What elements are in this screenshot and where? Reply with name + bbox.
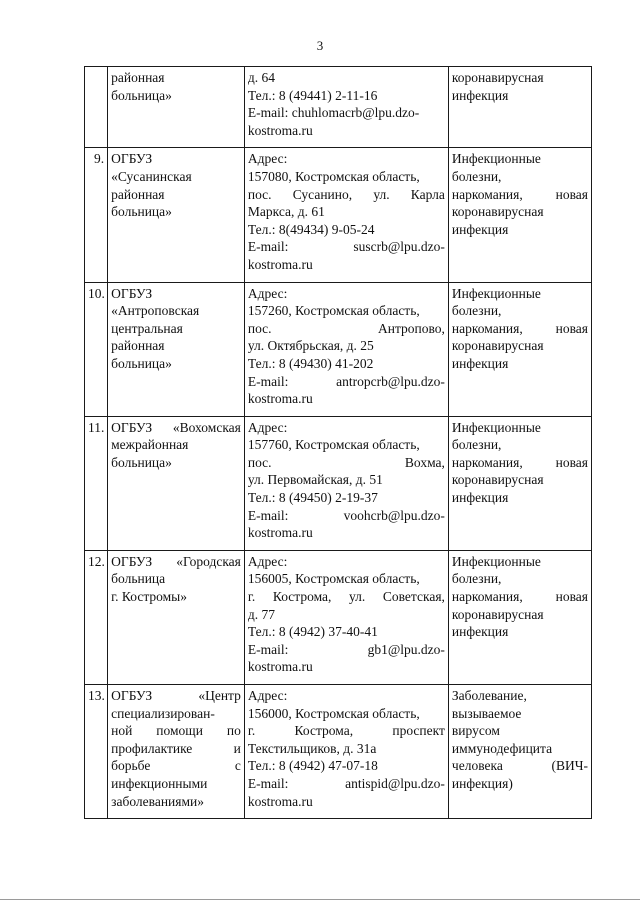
organization-cell-line: г. Костромы» [111, 589, 187, 605]
row-number [85, 67, 108, 148]
profile-cell-line: коронавирусная [451, 338, 544, 354]
organization-cell-line: профилактике и [111, 740, 241, 756]
organization-cell-line: районная [111, 70, 165, 85]
profile-cell [448, 67, 591, 148]
profile-cell-line: коронавирусная [451, 606, 544, 622]
table-row [85, 67, 592, 148]
organization-cell-line: больница» [111, 355, 172, 371]
profile-cell-line: инфекция [451, 355, 509, 371]
address-cell-line: kostroma.ru [247, 525, 313, 541]
profile-cell-line: Инфекционные [451, 151, 541, 167]
address-cell-line: E-mail: suscrb@lpu.dzo- [247, 239, 445, 255]
profile-cell-line: коронавирусная [451, 472, 544, 488]
organization-cell-line: «Сусанинская [111, 168, 192, 184]
address-cell-line: Тел.: 8 (49430) 41-202 [247, 355, 374, 371]
profile-cell-line: Инфекционные [451, 419, 541, 435]
address-cell-line: 156005, Костромская область, [247, 571, 420, 587]
organization-cell-line: больница» [111, 204, 172, 220]
address-cell-line: E-mail: antispid@lpu.dzo- [247, 775, 445, 791]
profile-cell-line: вирусом [451, 723, 500, 739]
address-cell [244, 416, 448, 550]
profile-cell-line: наркомания, новая [451, 589, 588, 605]
row-number: 11. [85, 416, 108, 550]
address-cell-line: Адрес: [247, 553, 288, 569]
organization-cell-line: больница» [111, 87, 172, 103]
organization-cell-line: ОГБУЗ [111, 285, 153, 301]
profile-cell [448, 416, 591, 550]
organization-cell [108, 685, 245, 819]
address-cell-line: г. Кострома, проспект [247, 723, 445, 739]
address-cell-line: Маркса, д. 61 [247, 204, 325, 220]
profile-cell [448, 148, 591, 282]
profile-cell-line: иммунодефицита [451, 740, 553, 756]
address-cell-line: Тел.: 8 (49450) 2-19-37 [247, 490, 378, 506]
address-cell-line: Тел.: 8(49434) 9-05-24 [247, 221, 375, 237]
page-number: 3 [316, 38, 324, 53]
address-cell-line: 157260, Костромская область, [247, 303, 420, 319]
address-cell-line: Текстильщиков, д. 31а [247, 740, 377, 756]
address-cell-line: Тел.: 8 (4942) 47-07-18 [247, 758, 378, 774]
organization-cell-line: заболеваниями» [111, 793, 204, 809]
page-bottom-rule [0, 899, 640, 900]
organization-cell-line: ОГБУЗ «Городская [111, 553, 241, 569]
table-row [85, 685, 592, 819]
address-cell [244, 67, 448, 148]
address-cell-line: пос. Антропово, [247, 320, 445, 336]
organization-cell-line: больница» [111, 454, 172, 470]
address-cell-line: kostroma.ru [247, 793, 313, 809]
address-cell-line: Тел.: 8 (49441) 2-11-16 [247, 87, 378, 103]
organization-cell [108, 148, 245, 282]
organization-cell-line: больница [111, 571, 166, 587]
profile-cell-line: болезни, [451, 168, 502, 184]
address-cell-line: 156000, Костромская область, [247, 705, 420, 721]
profile-cell-line: инфекция [451, 221, 509, 237]
row-number: 10. [85, 282, 108, 416]
address-cell [244, 550, 448, 684]
organization-cell-line: ной помощи по [111, 723, 241, 739]
profile-cell-line: наркомания, новая [451, 454, 588, 470]
profile-cell-line: наркомания, новая [451, 186, 588, 202]
organization-cell-line: борьбе с [111, 758, 241, 774]
address-cell-line: 157760, Костромская область, [247, 437, 420, 453]
address-cell-line: 157080, Костромская область, [247, 168, 420, 184]
profile-cell-line: человека (ВИЧ- [451, 758, 588, 774]
address-cell-line: д. 64 [247, 70, 275, 85]
organization-cell [108, 550, 245, 684]
address-cell-line: E-mail: voohcrb@lpu.dzo- [247, 507, 445, 523]
profile-cell [448, 282, 591, 416]
address-cell [244, 685, 448, 819]
profile-cell-line: Заболевание, [451, 688, 527, 703]
organization-cell-line: ОГБУЗ [111, 151, 153, 167]
organization-cell [108, 282, 245, 416]
address-cell-line: г. Кострома, ул. Советская, [247, 589, 445, 605]
organization-cell-line: центральная [111, 320, 183, 336]
organization-cell [108, 416, 245, 550]
address-cell-line: kostroma.ru [247, 659, 313, 675]
organization-cell-line: районная [111, 338, 165, 354]
organization-cell-line: ОГБУЗ «Центр [111, 688, 241, 703]
address-cell-line: пос. Вохма, [247, 454, 445, 470]
address-cell-line: kostroma.ru [247, 391, 313, 407]
profile-cell [448, 685, 591, 819]
table-row [85, 416, 592, 550]
address-cell-line: E-mail: chuhlomacrb@lpu.dzo- [247, 105, 420, 121]
address-cell-line: E-mail: antropcrb@lpu.dzo- [247, 373, 445, 389]
address-cell [244, 282, 448, 416]
institutions-table [84, 66, 592, 819]
address-cell-line: E-mail: gb1@lpu.dzo- [247, 641, 445, 657]
row-number: 13. [85, 685, 108, 819]
profile-cell-line: инфекция [451, 490, 509, 506]
address-cell-line: ул. Октябрьская, д. 25 [247, 338, 374, 354]
address-cell [244, 148, 448, 282]
organization-cell-line: межрайонная [111, 437, 189, 453]
profile-cell-line: вызываемое [451, 705, 522, 721]
profile-cell-line: болезни, [451, 303, 502, 319]
address-cell-line: д. 77 [247, 606, 275, 622]
address-cell-line: Адрес: [247, 285, 288, 301]
profile-cell-line: Инфекционные [451, 285, 541, 301]
organization-cell-line: специализирован- [111, 705, 215, 721]
address-cell-line: Адрес: [247, 419, 288, 435]
table-row [85, 282, 592, 416]
profile-cell-line: болезни, [451, 437, 502, 453]
table-row [85, 148, 592, 282]
profile-cell-line: наркомания, новая [451, 320, 588, 336]
profile-cell [448, 550, 591, 684]
row-number: 12. [85, 550, 108, 684]
address-cell-line: kostroma.ru [247, 256, 313, 272]
organization-cell [108, 67, 245, 148]
address-cell-line: Адрес: [247, 151, 288, 167]
row-number: 9. [85, 148, 108, 282]
profile-cell-line: болезни, [451, 571, 502, 587]
profile-cell-line: коронавирусная [451, 204, 544, 220]
organization-cell-line: «Антроповская [111, 303, 200, 319]
address-cell-line: Адрес: [247, 688, 288, 703]
profile-cell-line: инфекция [451, 624, 509, 640]
address-cell-line: пос. Сусанино, ул. Карла [247, 186, 445, 202]
profile-cell-line: Инфекционные [451, 553, 541, 569]
organization-cell-line: районная [111, 186, 165, 202]
profile-cell-line: инфекция) [451, 775, 513, 791]
profile-cell-line: инфекция [451, 87, 509, 103]
address-cell-line: kostroma.ru [247, 122, 313, 138]
organization-cell-line: ОГБУЗ «Вохомская [111, 419, 241, 435]
profile-cell-line: коронавирусная [451, 70, 544, 85]
organization-cell-line: инфекционными [111, 775, 208, 791]
address-cell-line: ул. Первомайская, д. 51 [247, 472, 383, 488]
table-row [85, 550, 592, 684]
address-cell-line: Тел.: 8 (4942) 37-40-41 [247, 624, 378, 640]
